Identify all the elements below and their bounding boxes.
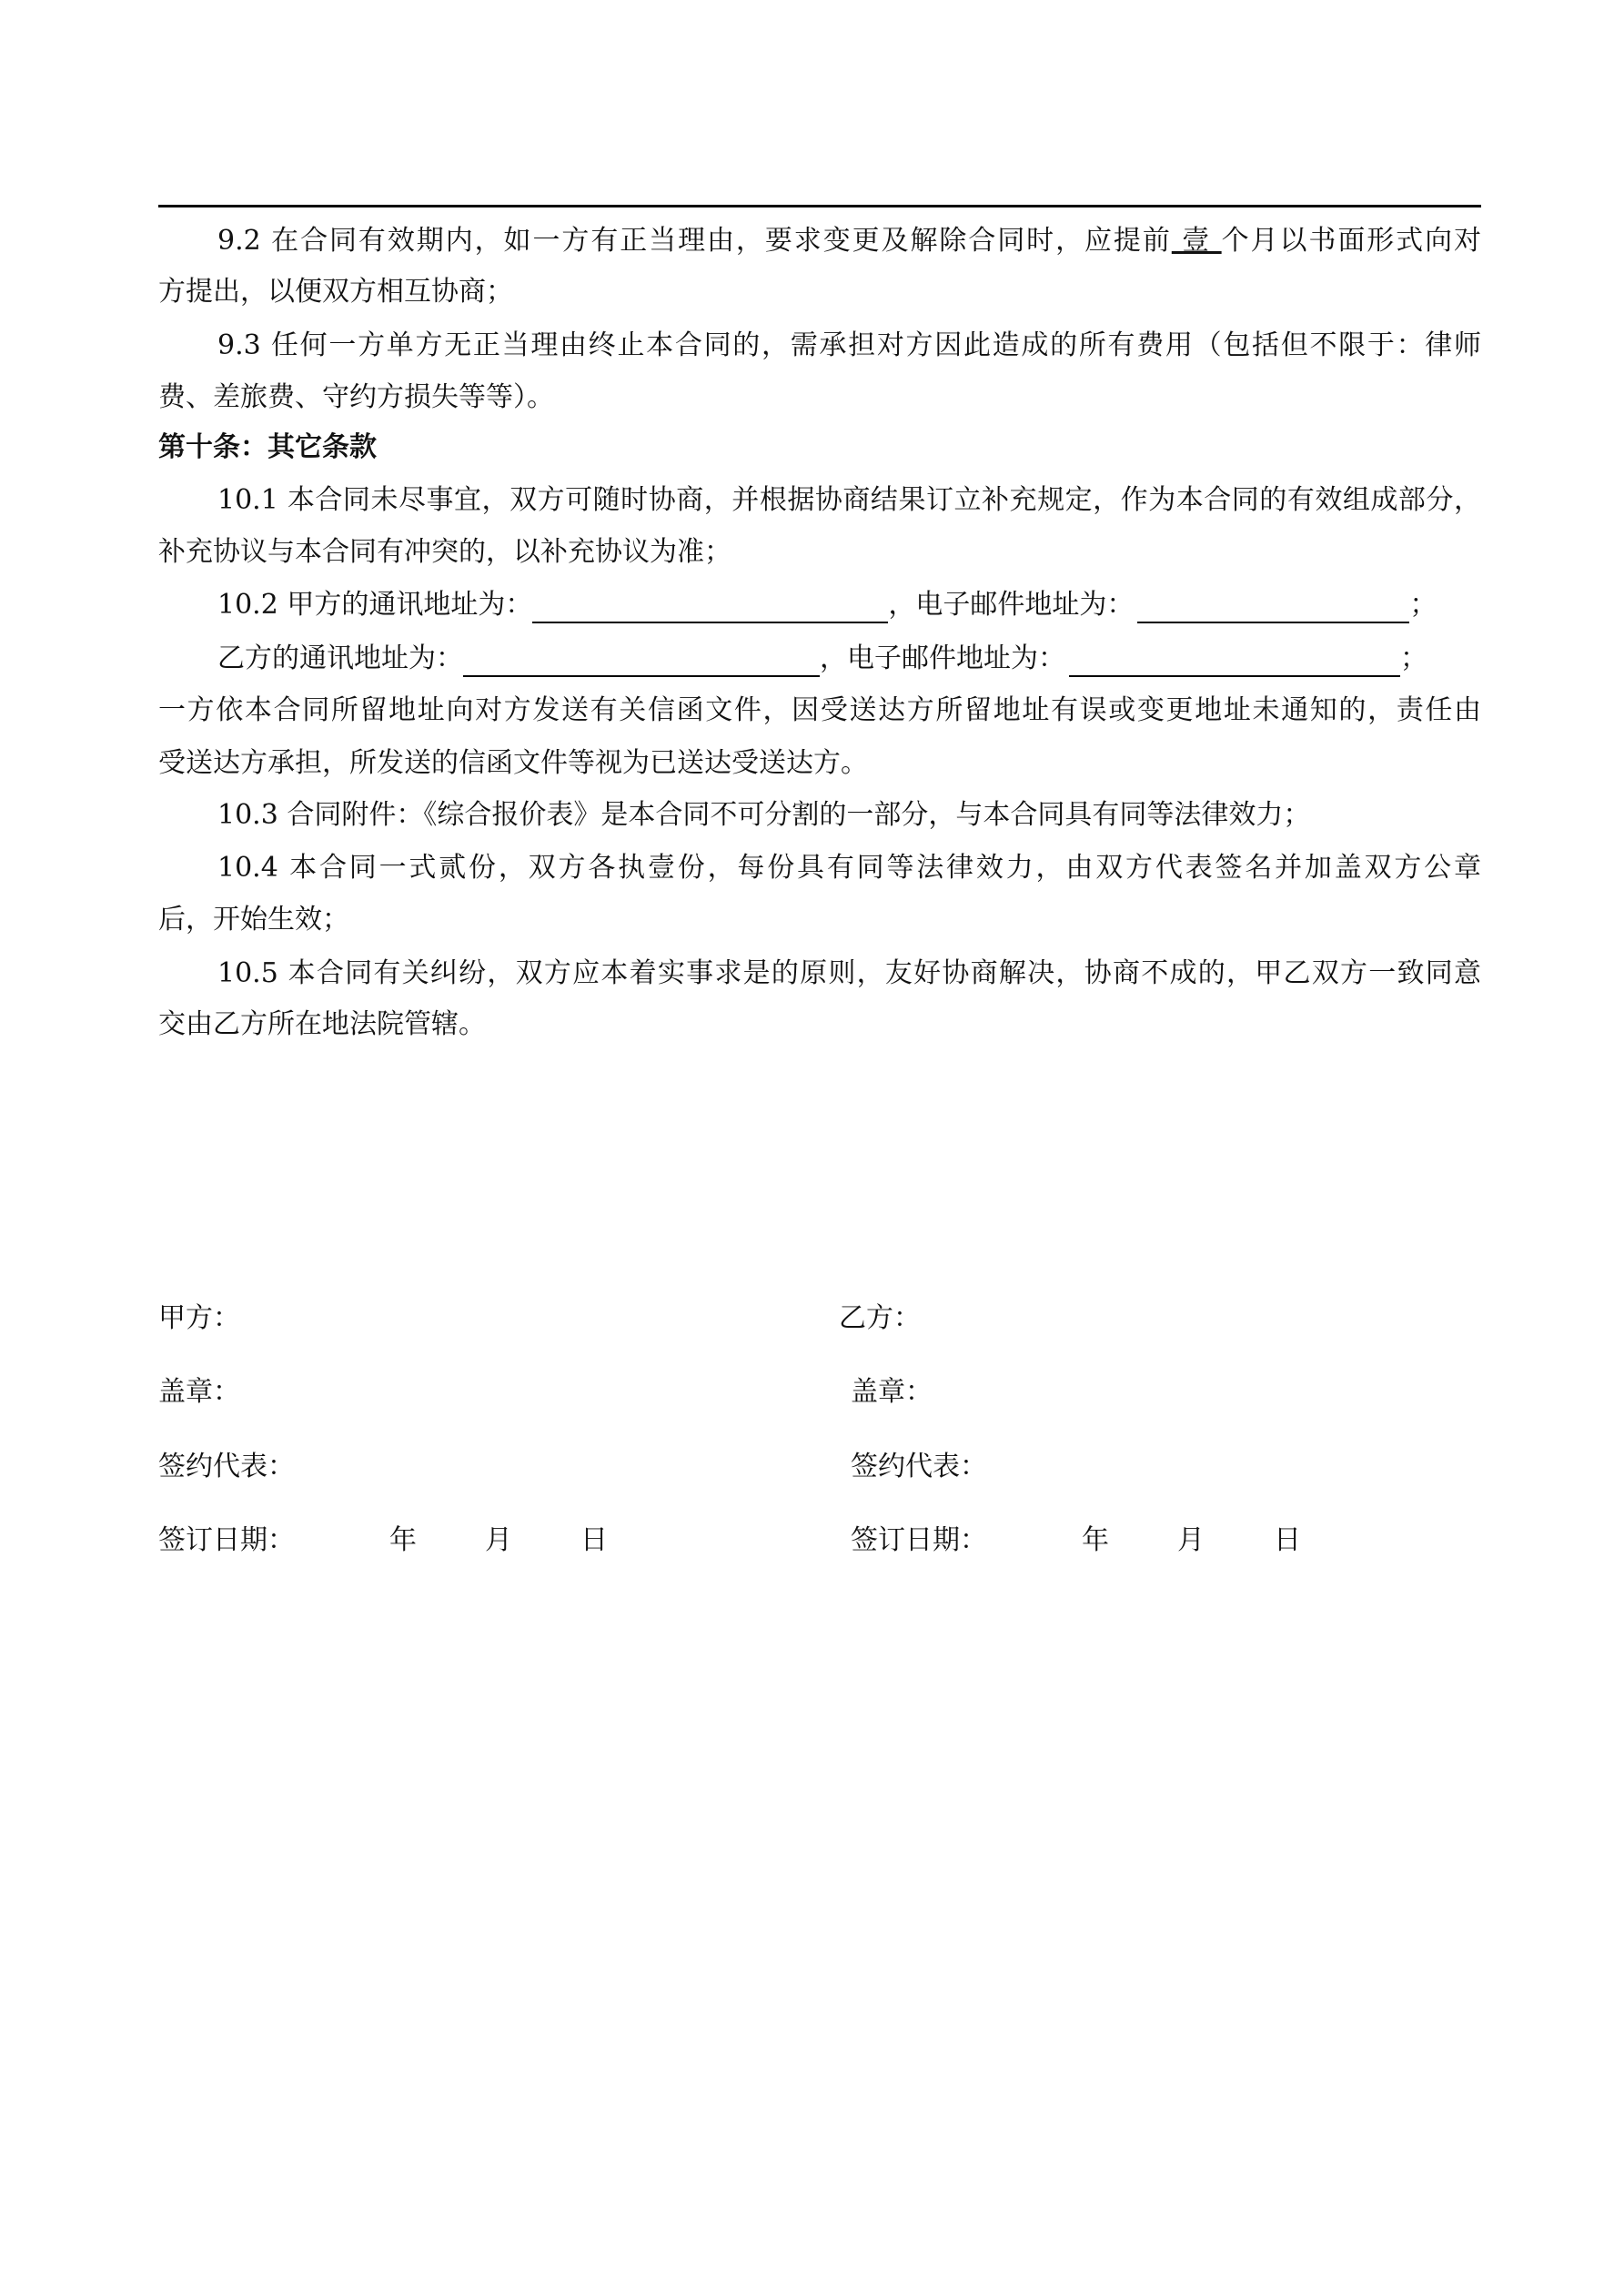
end-mark: ； [1400, 642, 1427, 674]
party-a-seal-label: 盖章： [158, 1376, 240, 1408]
clause-10-1-line2: 补充协议与本合同有冲突的，以补充协议为准； [158, 536, 731, 568]
clause-10-5-line2: 交由乙方所在地法院管辖。 [158, 1008, 486, 1040]
clause-10-4-line1: 10.4 本合同一式贰份，双方各执壹份，每份具有同等法律效力，由双方代表签名并加盖双方公章 [217, 852, 1481, 884]
clause-10-4-line2: 后，开始生效； [158, 904, 349, 936]
party-b-seal-label: 盖章： [851, 1376, 933, 1408]
clause-10-1-line1: 10.1 本合同未尽事宜，双方可随时协商，并根据协商结果订立补充规定，作为本合同的有效组成部分， [217, 484, 1481, 516]
article-10-heading: 第十条：其它条款 [158, 431, 377, 463]
clause-10-5-line1: 10.5 本合同有关纠纷，双方应本着实事求是的原则，友好协商解决，协商不成的，甲乙双方一致同意 [217, 957, 1481, 989]
party-a-representative-label: 签约代表： [158, 1451, 295, 1482]
party-a-month: 月 [485, 1524, 512, 1556]
party-a-day: 日 [580, 1524, 608, 1556]
party-a-address-blank[interactable] [532, 594, 888, 623]
party-b-day: 日 [1274, 1524, 1301, 1556]
notice-months-fill: 壹 [1171, 225, 1222, 257]
party-b-address-label: 乙方的通讯地址为： [217, 642, 463, 674]
party-b-year: 年 [1082, 1524, 1109, 1556]
party-a-year: 年 [389, 1524, 417, 1556]
party-b-contact-line [217, 641, 1481, 677]
clause-9-3-line2: 费、差旅费、守约方损失等等）。 [158, 381, 554, 413]
party-b-email-blank[interactable] [1069, 648, 1400, 677]
party-a-email-label: ，电子邮件地址为： [888, 589, 1135, 621]
clause-10-3: 10.3 合同附件：《综合报价表》是本合同不可分割的一部分，与本合同具有同等法律效力； [217, 799, 1311, 831]
party-b-month: 月 [1177, 1524, 1205, 1556]
clause-9-2-text-end: 个月以书面形式向对 [1221, 225, 1482, 257]
party-a-address-label: 10.2 甲方的通讯地址为： [217, 589, 533, 621]
party-b-date-label: 签订日期： [851, 1524, 987, 1556]
party-a-contact-line [217, 587, 1481, 623]
party-b-address-blank[interactable] [463, 648, 820, 677]
party-a-label: 甲方： [158, 1302, 240, 1334]
clause-9-2-text: 9.2 在合同有效期内，如一方有正当理由，要求变更及解除合同时，应提前 [217, 225, 1172, 257]
clause-10-2-line4: 受送达方承担，所发送的信函文件等视为已送达受送达方。 [158, 747, 868, 779]
header-rule [158, 205, 1481, 207]
clause-10-2-line3: 一方依本合同所留地址向对方发送有关信函文件，因受送达方所留地址有误或变更地址未通知的，责任由 [158, 694, 1481, 726]
clause-9-2-line1 [217, 223, 1481, 259]
clause-9-2-line2: 方提出，以便双方相互协商； [158, 276, 513, 308]
party-a-date-label: 签订日期： [158, 1524, 295, 1556]
party-b-label: 乙方： [839, 1302, 921, 1334]
clause-9-3-line1: 9.3 任何一方单方无正当理由终止本合同的，需承担对方因此造成的所有费用（包括但不限于：律师 [217, 329, 1481, 361]
end-mark: ； [1409, 589, 1437, 621]
party-b-representative-label: 签约代表： [851, 1451, 987, 1482]
party-b-email-label: ，电子邮件地址为： [820, 642, 1065, 674]
party-a-email-blank[interactable] [1137, 594, 1409, 623]
